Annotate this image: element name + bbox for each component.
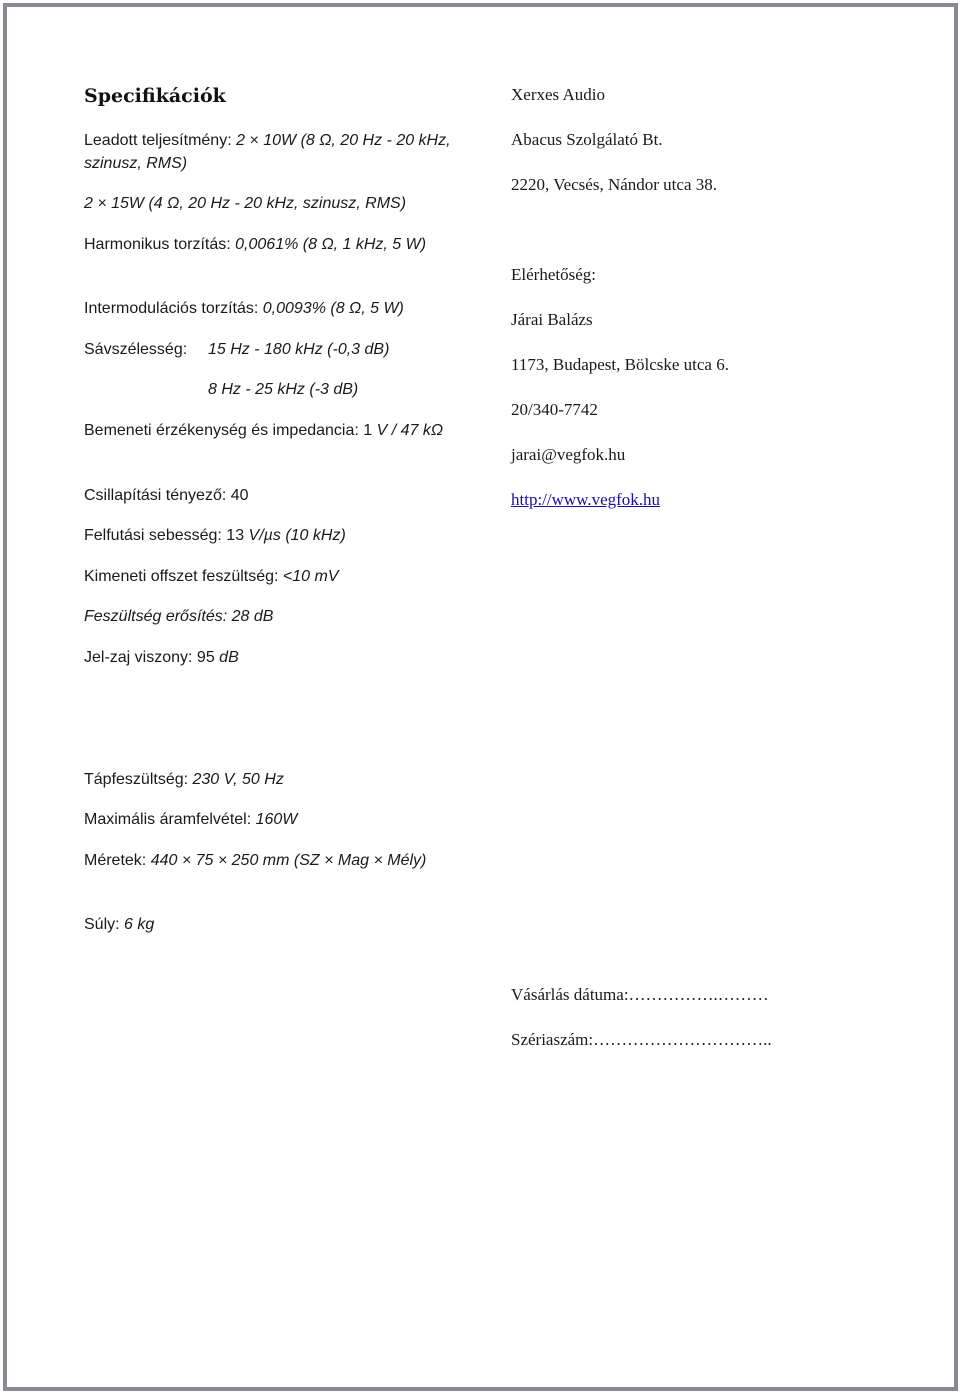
contact-heading: Elérhetőség: [511, 265, 596, 284]
spec-supply-value: 230 V, 50 Hz [192, 771, 284, 788]
service-name: Abacus Szolgálató Bt. [511, 130, 663, 149]
spec-power-2-value: 2 × 15W (4 Ω, 20 Hz - 20 kHz, szinusz, RMS) [84, 195, 407, 212]
spec-thd-value: 0,0061% (8 Ω, 1 kHz, 5 W) [235, 236, 427, 253]
spec-imd-label: Intermodulációs torzítás: [84, 300, 263, 317]
spec-sensitivity-value: V / 47 kΩ [376, 422, 444, 439]
spec-power-1 [84, 129, 464, 175]
spec-gain [84, 605, 273, 628]
purchase-date-field: Vásárlás dátuma:…………….……… [511, 985, 769, 1004]
spec-max-power-label: Maximális áramfelvétel: [84, 811, 256, 828]
contact-address: 1173, Budapest, Bölcske utca 6. [511, 355, 729, 374]
contact-email: jarai@vegfok.hu [511, 445, 626, 464]
spec-offset-label: Kimeneti offszet feszültség: [84, 568, 283, 585]
spec-supply [84, 768, 284, 791]
company-name: Xerxes Audio [511, 85, 605, 104]
spec-damping: Csillapítási tényező: 40 [84, 487, 249, 504]
spec-thd-label: Harmonikus torzítás: [84, 236, 236, 253]
spec-bandwidth-value-2 [208, 378, 358, 401]
website-link[interactable]: http://www.vegfok.hu [511, 490, 661, 509]
spec-bandwidth-label: Sávszélesség: [84, 341, 188, 358]
spec-bandwidth-value-1 [208, 338, 389, 361]
spec-weight-label: Súly: [84, 916, 125, 933]
spec-offset-value: <10 mV [282, 568, 339, 585]
spec-weight [84, 913, 154, 936]
spec-sensitivity [84, 419, 454, 442]
spec-slew [84, 524, 346, 547]
spec-power-1-label: Leadott teljesítmény: [84, 132, 232, 149]
spec-power-1-value: 2 × 10W (8 Ω, 20 Hz - 20 kHz, szinusz, RMS) [84, 132, 451, 172]
spec-weight-value: 6 kg [124, 916, 155, 933]
spec-slew-value: V/µs (10 kHz) [248, 527, 346, 544]
contact-phone: 20/340-7742 [511, 400, 598, 419]
spec-bandwidth-value-1-text: 15 Hz - 180 kHz (-0,3 dB) [208, 341, 390, 358]
spec-imd [84, 297, 404, 320]
spec-offset [84, 565, 339, 588]
spec-snr-label: Jel-zaj viszony: 95 [84, 649, 220, 666]
spec-sensitivity-label: Bemeneti érzékenység és impedancia: 1 [84, 422, 377, 439]
spec-snr-value: dB [219, 649, 239, 666]
spec-slew-label: Felfutási sebesség: 13 [84, 527, 249, 544]
spec-bandwidth-value-2-text: 8 Hz - 25 kHz (-3 dB) [208, 381, 359, 398]
spec-snr [84, 646, 239, 669]
spec-dimensions-label: Méretek: [84, 852, 151, 869]
spec-dimensions-value: 440 × 75 × 250 mm (SZ × Mag × Mély) [150, 852, 427, 869]
spec-thd [84, 233, 454, 256]
spec-max-power [84, 808, 297, 831]
spec-dimensions [84, 849, 429, 872]
page-title: Specifikációk [84, 85, 226, 107]
spec-supply-label: Tápfeszültség: [84, 771, 193, 788]
contact-name: Járai Balázs [511, 310, 593, 329]
spec-power-2 [84, 192, 406, 215]
spec-imd-value: 0,0093% (8 Ω, 5 W) [262, 300, 404, 317]
serial-number-field: Szériaszám:………………………….. [511, 1030, 772, 1049]
spec-gain-text: Feszültség erősítés: 28 dB [84, 608, 274, 625]
service-address: 2220, Vecsés, Nándor utca 38. [511, 175, 718, 194]
spec-max-power-value: 160W [255, 811, 298, 828]
